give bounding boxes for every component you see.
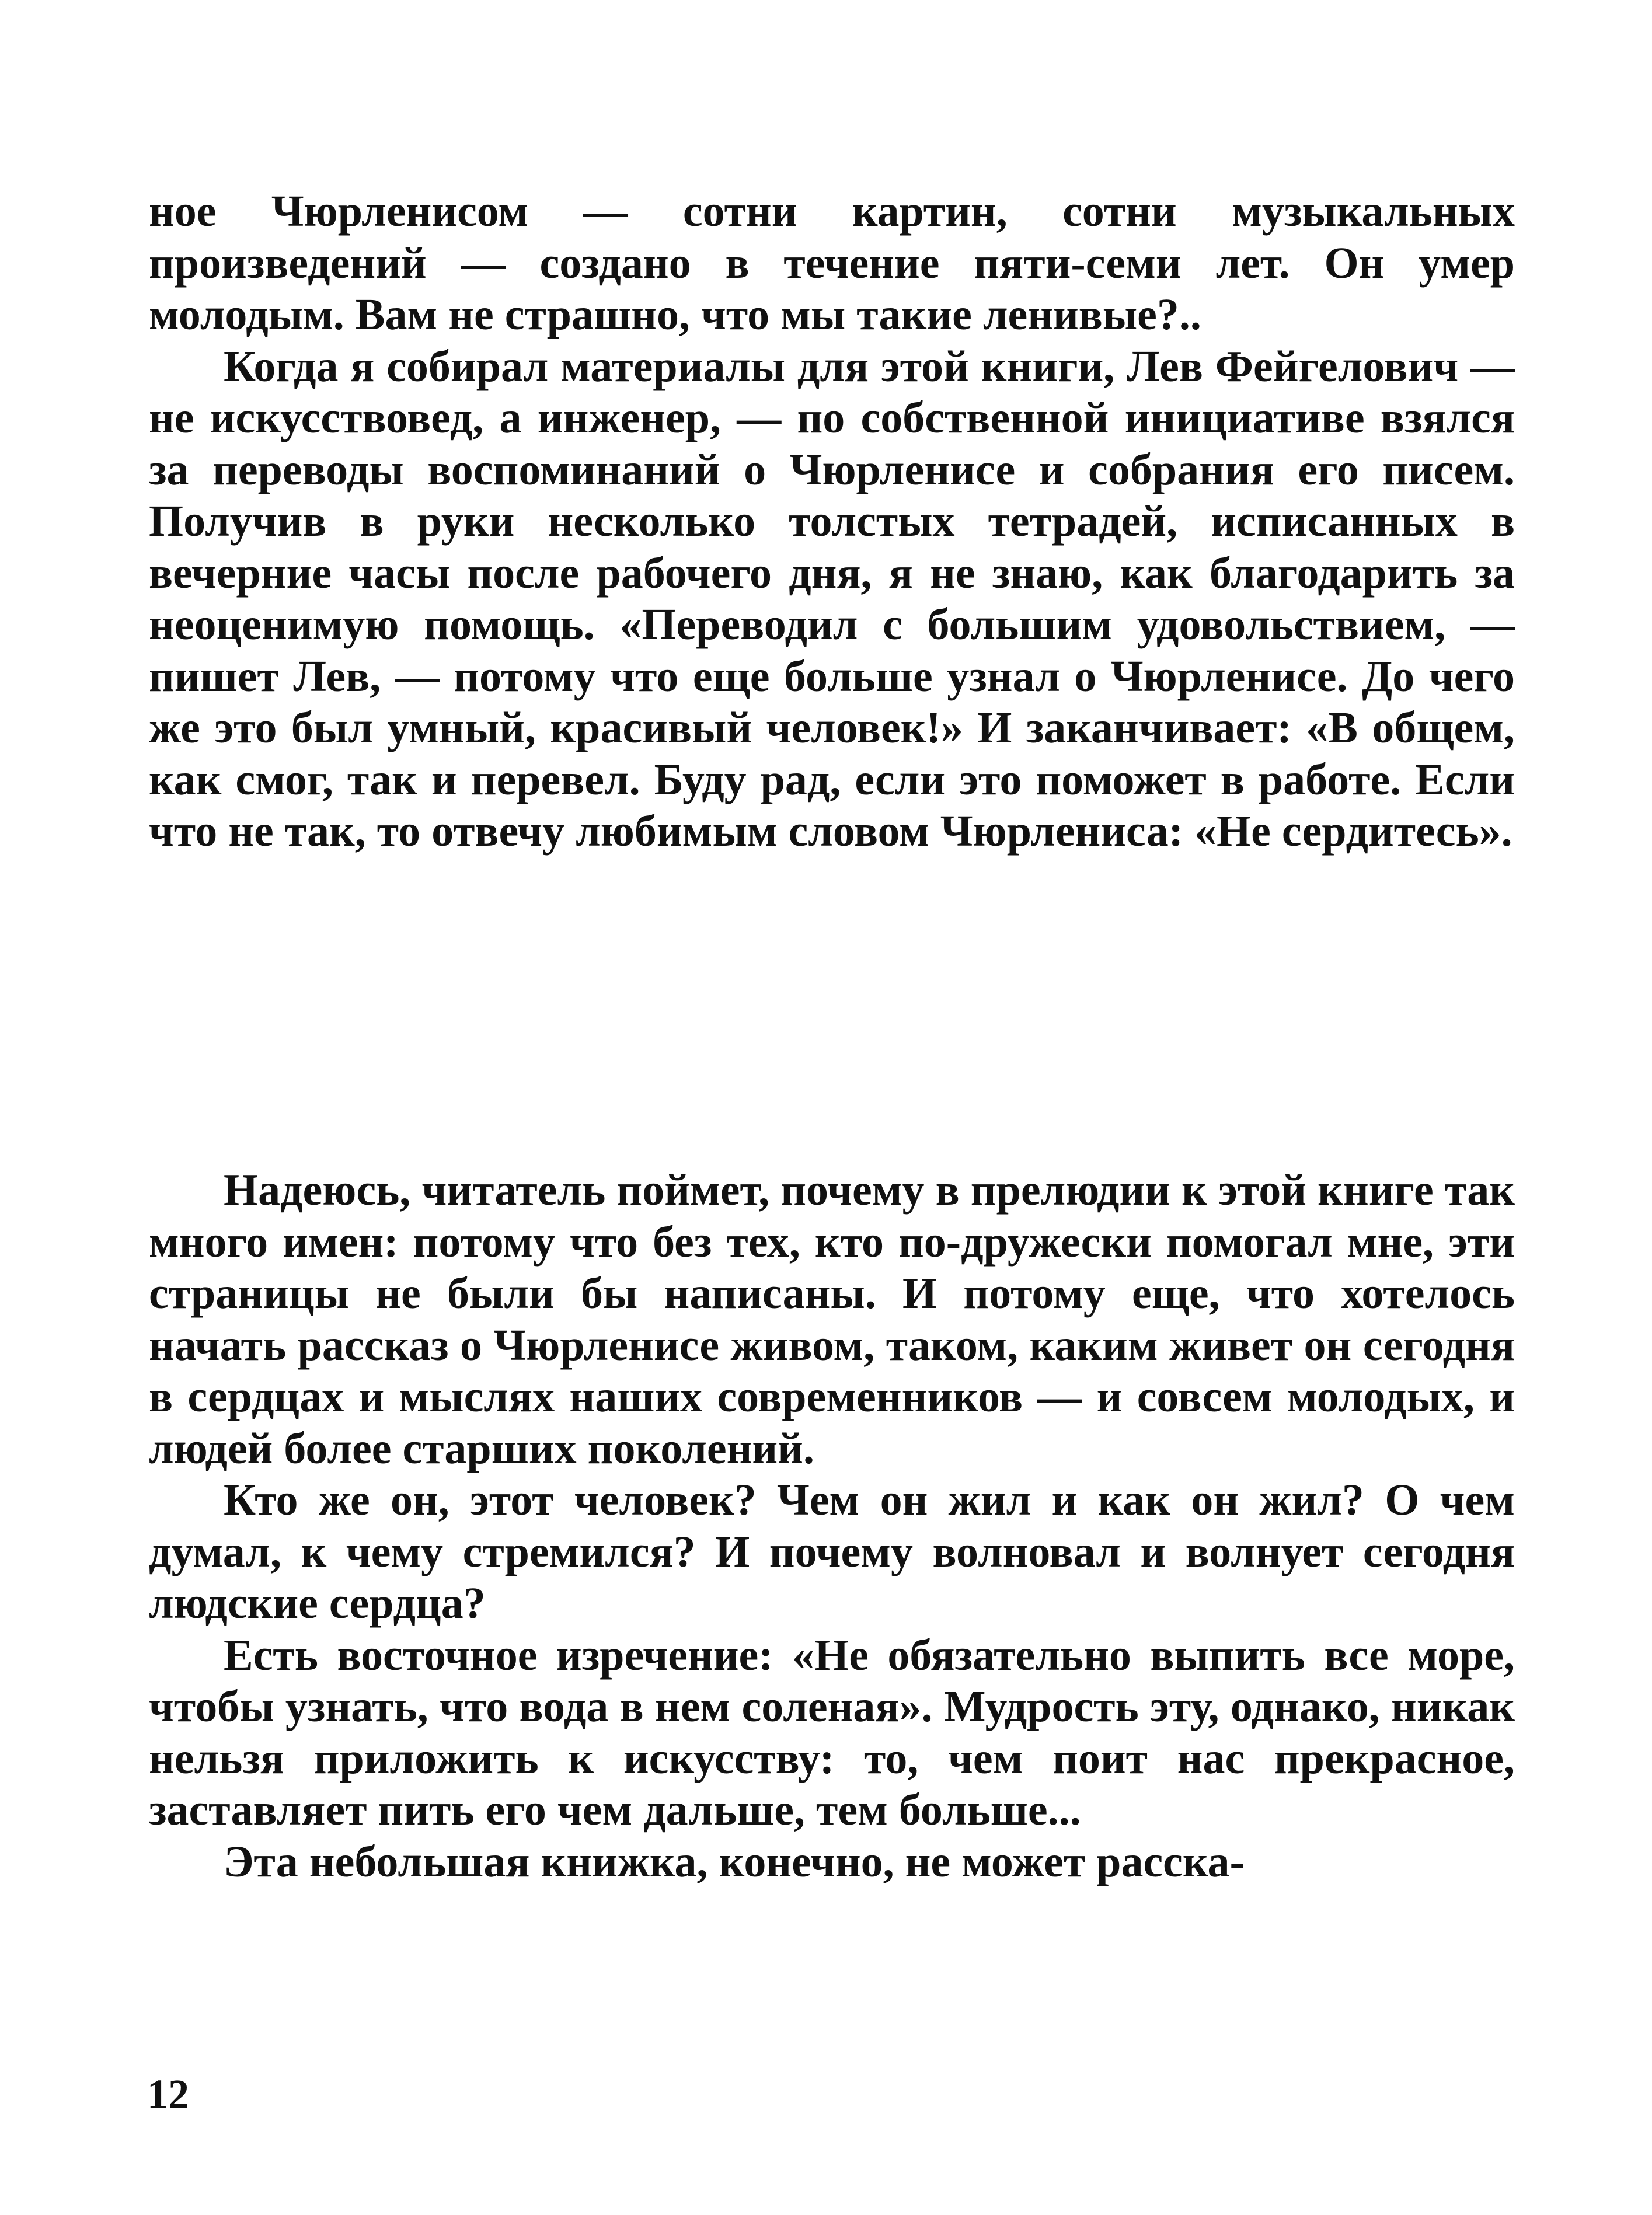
paragraph-questions: Кто же он, этот человек? Чем он жил и как он жил? О чем думал, к чему стремился? И почему волновал и волнует сегодня людские сердца? <box>149 1475 1515 1628</box>
paragraph-prelude: Надеюсь, читатель поймет, почему в прелюдии к этой книге так много имен: потому что без тех, кто по-дружески помогал мне, эти страницы не были бы написаны. И потому еще, что хотелось начать рассказ о Чюрленисе живом, таком, каким живет он сегодня в сердцах и мыслях наших современников — и совсем молодых, и людей более старших поколений. <box>149 1166 1515 1473</box>
paragraph-saying: Есть восточное изречение: «Не обязательно выпить все море, чтобы узнать, что вода в нем соленая». Мудрость эту, однако, никак нельзя приложить к искусству: то, чем поит нас прекрасное, заставляет пить его чем дальше, тем больше... <box>149 1630 1515 1834</box>
paragraph-continuation: ное Чюрленисом — сотни картин, сотни музыкальных произведений — создано в течение пяти-семи лет. Он умер молодым. Вам не страшно, что мы такие ленивые?.. <box>149 187 1515 339</box>
paragraph-closing: Эта небольшая книжка, конечно, не может расска- <box>224 1837 1245 1886</box>
text-block-bottom <box>149 1164 1515 1888</box>
text-block-top <box>149 186 1515 857</box>
paragraph-feigelovich: Когда я собирал материалы для этой книги, Лев Фейгелович — не искусствовед, а инженер, — по собственной инициативе взялся за переводы воспоминаний о Чюрленисе и собрания его писем. Получив в руки несколько толстых тетрадей, исписанных в вечерние часы после рабочего дня, я не знаю, как благодарить за неоценимую помощь. «Переводил с большим удовольствием, — пишет Лев, — потому что еще больше узнал о Чюрленисе. До чего же это был умный, красивый человек!» И заканчивает: «В общем, как смог, так и перевел. Буду рад, если это поможет в работе. Если что не так, то отвечу любимым словом Чюрлениса: «Не сердитесь». <box>149 341 1515 856</box>
page-number: 12 <box>147 2071 189 2118</box>
